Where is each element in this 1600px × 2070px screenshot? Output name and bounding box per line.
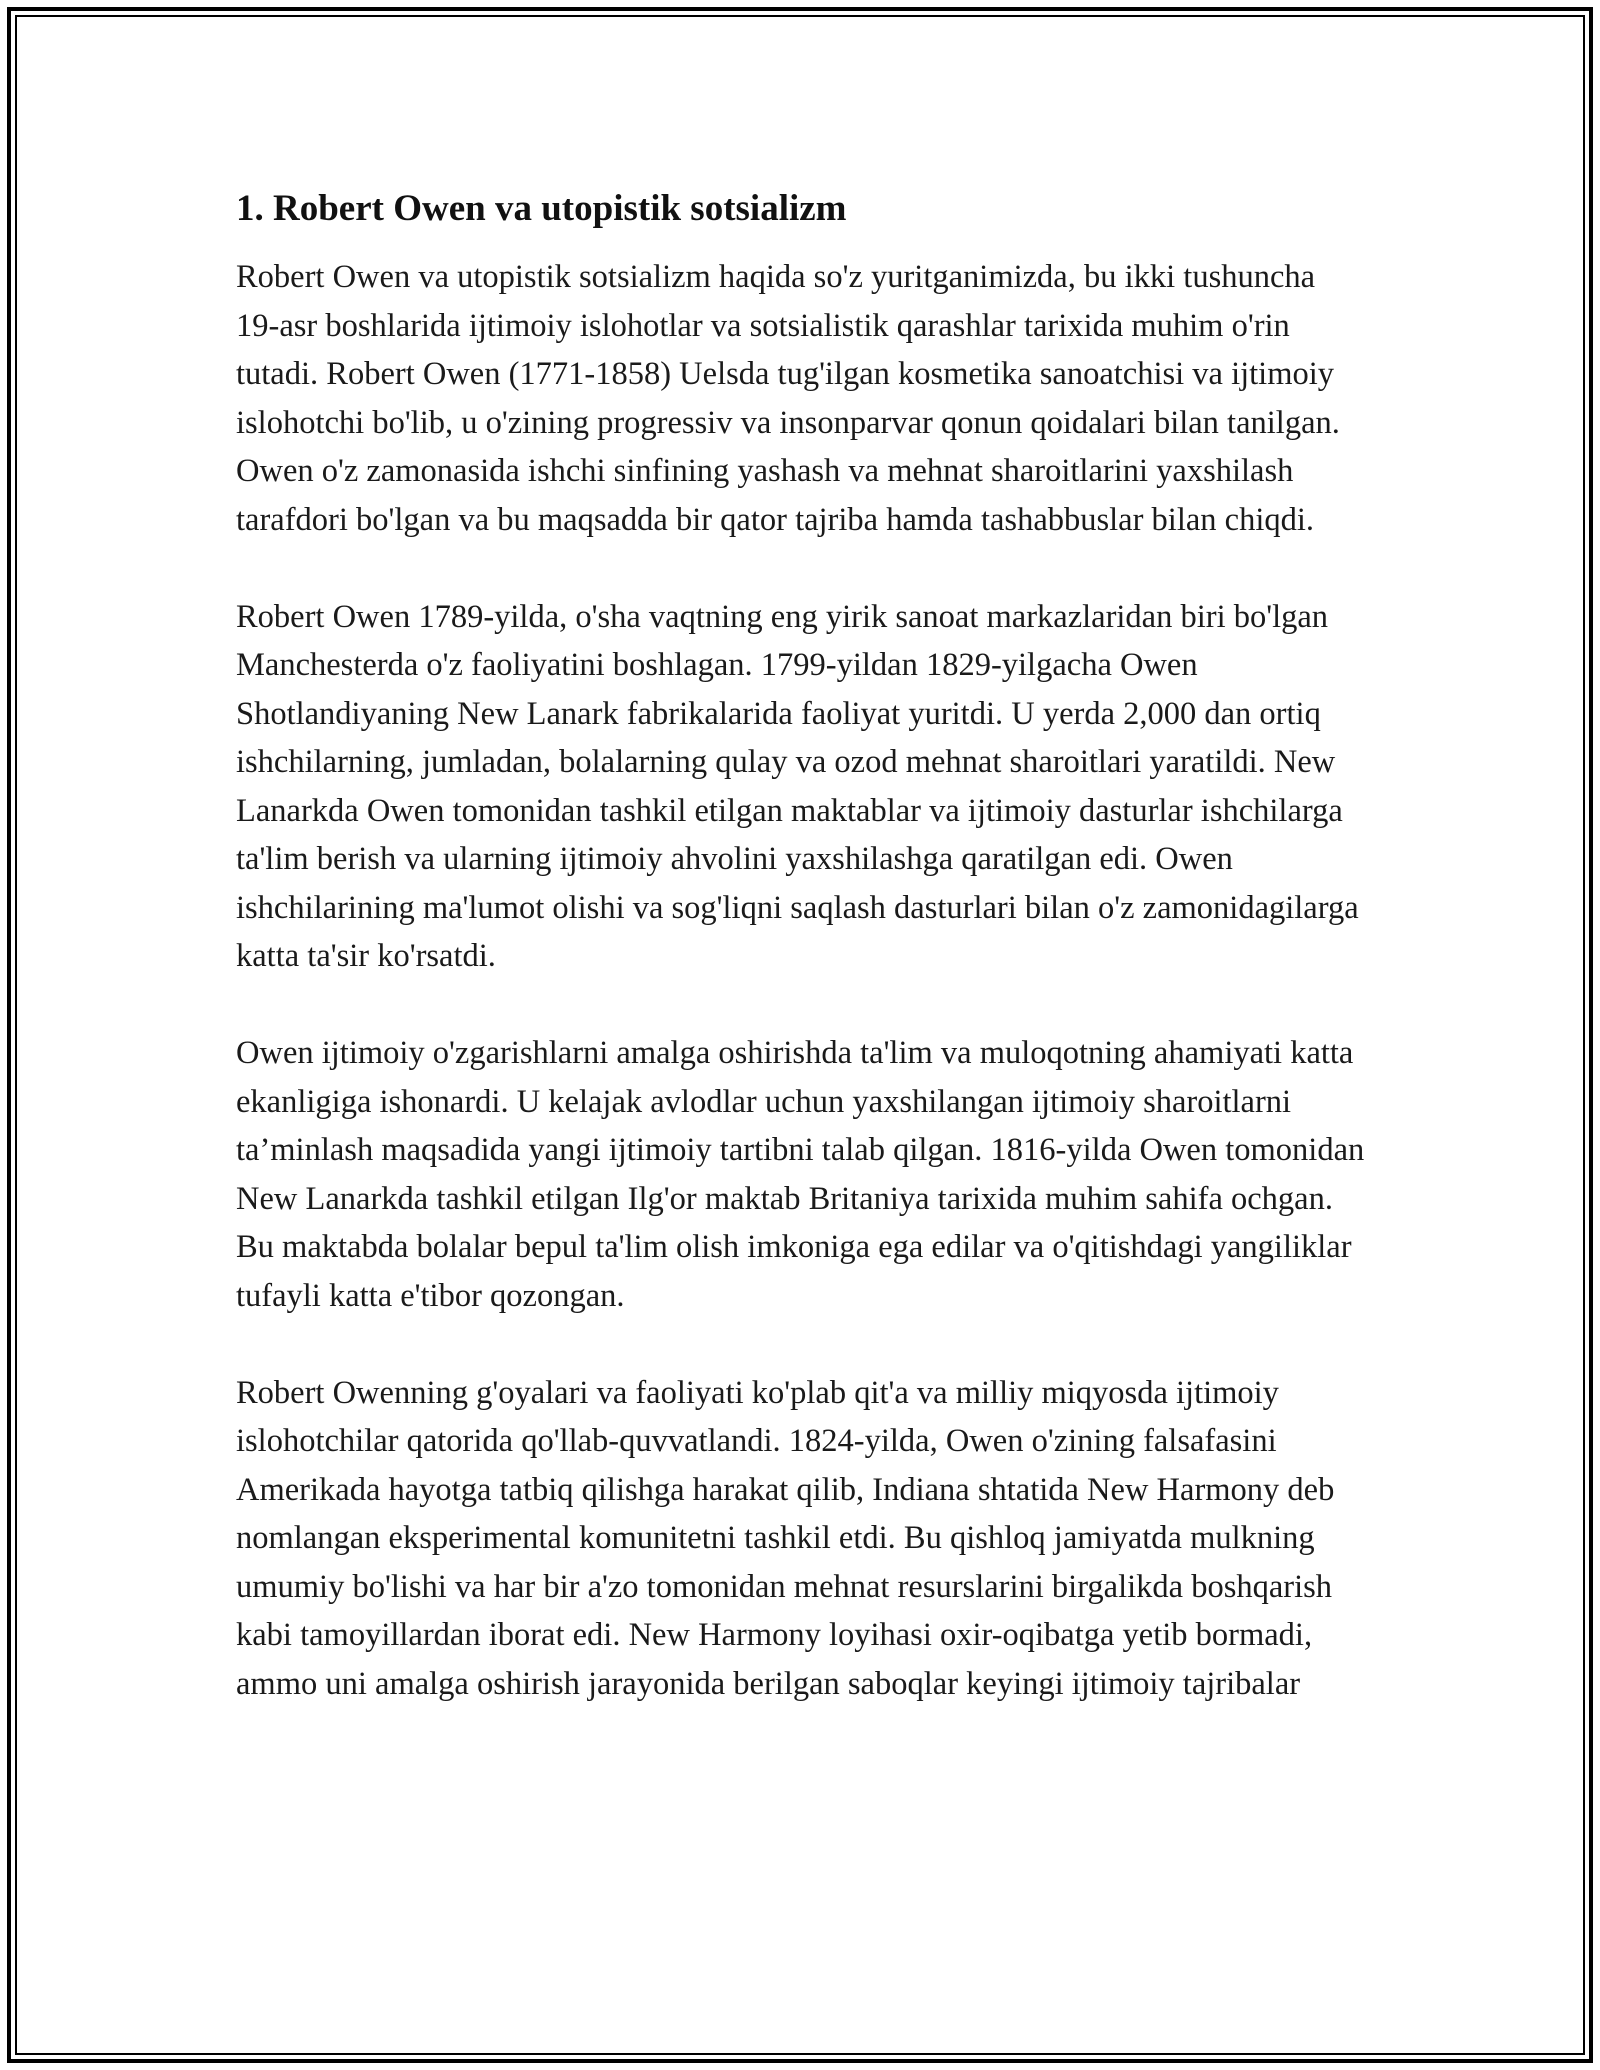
paragraph-2: Robert Owen 1789-yilda, o'sha vaqtning eng yirik sanoat markazlaridan biri bo'lgan Manchesterda o'z faoliyatini boshlagan. 1799-yildan 1829-yilgacha Owen Shotlandiyaning New Lanark fabrikalarida faoliyat yuritdi. U yerda 2,000 dan ortiq ishchilarning, jumladan, bolalarning qulay va ozod mehnat sharoitlari yaratildi. New Lanarkda Owen tomonidan tashkil etilgan maktablar va ijtimoiy dasturlar ishchilarga ta'lim berish va ularning ijtimoiy ahvolini yaxshilashga qaratilgan edi. Owen ishchilarining ma'lumot olishi va sog'liqni saqlash dasturlari bilan o'z zamonidagilarga katta ta'sir ko'rsatdi. — [236, 598, 1359, 974]
paragraph-4: Robert Owenning g'oyalari va faoliyati ko'plab qit'a va milliy miqyosda ijtimoiy islohotchilar qatorida qo'llab-quvvatlandi. 1824-yilda, Owen o'zining falsafasini Amerikada hayotga tatbiq qilishga harakat qilib, Indiana shtatida New Harmony deb nomlangan eksperimental komunitetni tashkil etdi. Bu qishloq jamiyatda mulkning umumiy bo'lishi va har bir a'zo tomonidan mehnat resurslarini birgalikda boshqarish kabi tamoyillardan iborat edi. New Harmony loyihasi oxir-oqibatga yetib bormadi, ammo uni amalga oshirish jarayonida berilgan saboqlar keyingi ijtimoiy tajribalar — [236, 1374, 1335, 1702]
section-heading: 1. Robert Owen va utopistik sotsializm — [236, 188, 847, 229]
document-body — [236, 185, 1366, 1708]
paragraph-3: Owen ijtimoiy o'zgarishlarni amalga oshirishda ta'lim va muloqotning ahamiyati katta ekanligiga ishonardi. U kelajak avlodlar uchun yaxshilangan ijtimoiy sharoitlarni ta’minlash maqsadida yangi ijtimoiy tartibni talab qilgan. 1816-yilda Owen tomonidan New Lanarkda tashkil etilgan Ilg'or maktab Britaniya tarixida muhim sahifa ochgan. Bu maktabda bolalar bepul ta'lim olish imkoniga ega edilar va o'qitishdagi yangiliklar tufayli katta e'tibor qozongan. — [236, 1035, 1365, 1314]
paragraph-1: Robert Owen va utopistik sotsializm haqida so'z yuritganimizda, bu ikki tushuncha 19-asr boshlarida ijtimoiy islohotlar va sotsialistik qarashlar tarixida muhim o'rin tutadi. Robert Owen (1771-1858) Uelsda tug'ilgan kosmetika sanoatchisi va ijtimoiy islohotchi bo'lib, u o'zining progressiv va insonparvar qonun qoidalari bilan tanilgan. Owen o'z zamonasida ishchi sinfining yashash va mehnat sharoitlarini yaxshilash tarafdori bo'lgan va bu maqsadda bir qator tajriba hamda tashabbuslar bilan chiqdi. — [236, 259, 1340, 538]
